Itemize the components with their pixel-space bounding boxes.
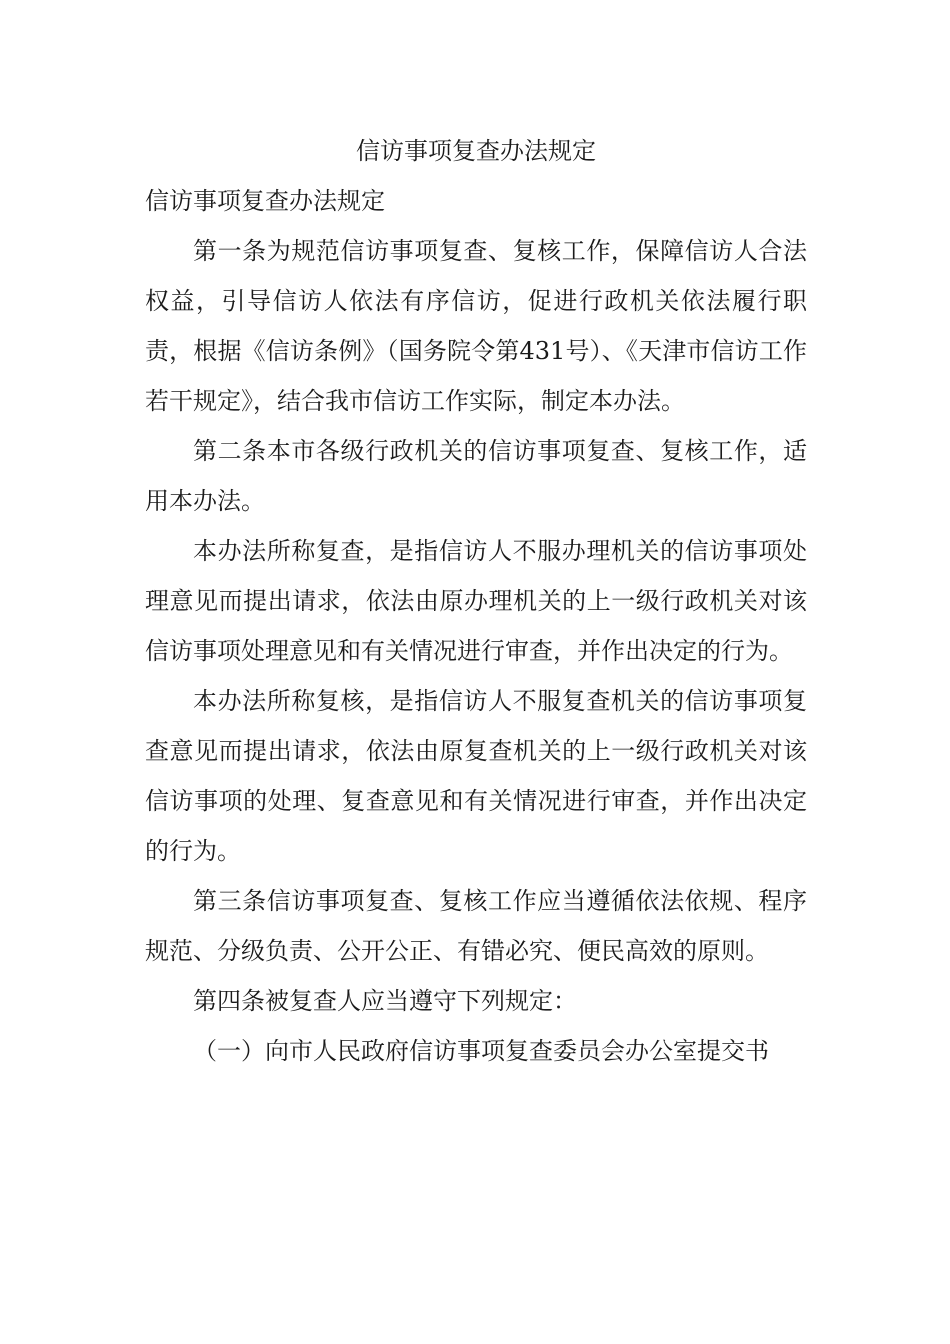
article-4-paragraph: 第四条被复查人应当遵守下列规定： <box>193 987 577 1015</box>
document-body <box>145 126 807 1076</box>
document-subtitle: 信访事项复查办法规定 <box>145 187 385 215</box>
article-4-item-1: （一）向市人民政府信访事项复查委员会办公室提交书 <box>193 1037 769 1065</box>
document-title: 信访事项复查办法规定 <box>356 137 596 165</box>
article-3-paragraph: 第三条信访事项复查、复核工作应当遵循依法依规、程序规范、分级负责、公开公正、有错必究、便民高效的原则。 <box>145 887 807 965</box>
article-1-paragraph: 第一条为规范信访事项复查、复核工作，保障信访人合法权益，引导信访人依法有序信访，促进行政机关依法履行职责，根据《信访条例》（国务院令第431号）、《天津市信访工作若干规定》，结合我市信访工作实际，制定本办法。 <box>145 237 807 415</box>
definition-recheck-paragraph: 本办法所称复核，是指信访人不服复查机关的信访事项复查意见而提出请求，依法由原复查机关的上一级行政机关对该信访事项的处理、复查意见和有关情况进行审查，并作出决定的行为。 <box>145 687 807 865</box>
definition-review-paragraph: 本办法所称复查，是指信访人不服办理机关的信访事项处理意见而提出请求，依法由原办理机关的上一级行政机关对该信访事项处理意见和有关情况进行审查，并作出决定的行为。 <box>145 537 807 665</box>
article-2-paragraph: 第二条本市各级行政机关的信访事项复查、复核工作，适用本办法。 <box>145 437 807 515</box>
